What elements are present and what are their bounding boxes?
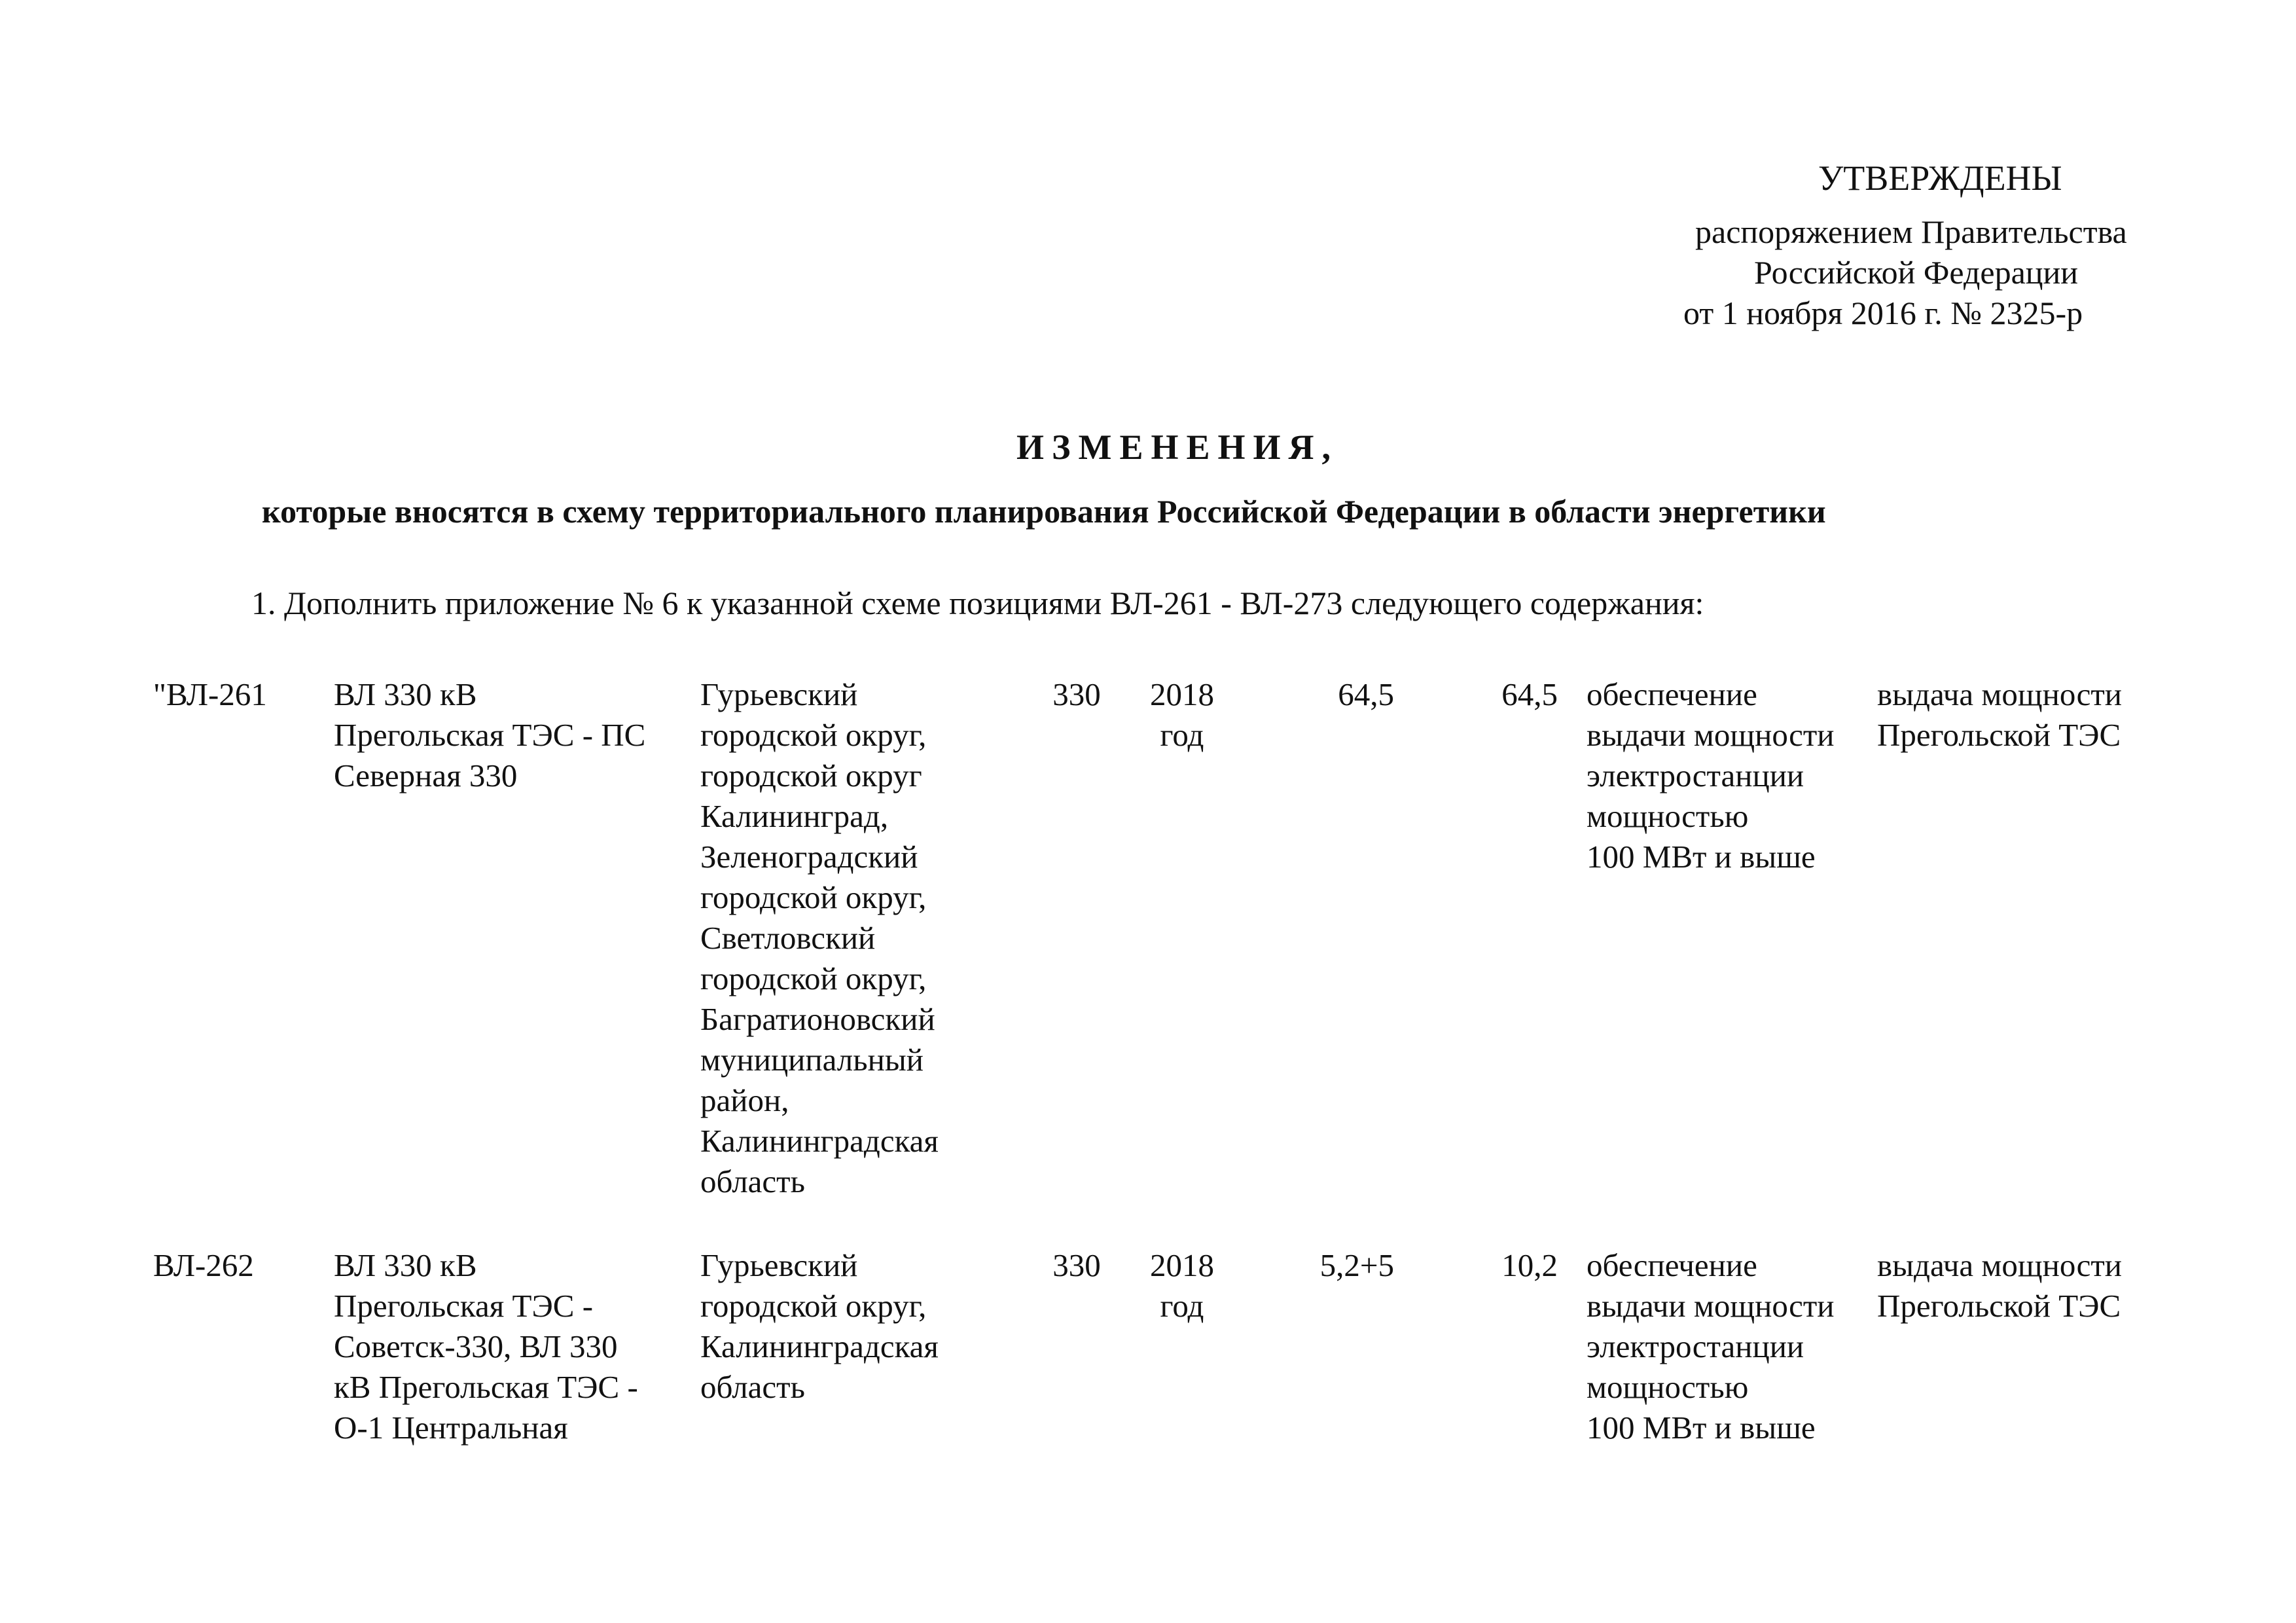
entry-total: 10,2 (1501, 1247, 1558, 1283)
entry-name: ВЛ 330 кВ Прегольская ТЭС - Советск-330, ВЛ 330 кВ Прегольская ТЭС - О-1 Центральная (334, 1247, 638, 1446)
entry-code: "ВЛ-261 (153, 676, 267, 712)
entry-location: Гурьевский городской округ, Калининградская область (700, 1247, 939, 1405)
entry-length: 5,2+5 (1319, 1247, 1394, 1283)
entry-year: 2018 год (1150, 1247, 1214, 1324)
approval-line-2: Российской Федерации (1754, 254, 2079, 291)
entry-voltage: 330 (1052, 676, 1101, 712)
entry-total: 64,5 (1501, 676, 1558, 712)
approval-line-1: распоряжением Правительства (1695, 213, 2127, 250)
entry-purpose: обеспечение выдачи мощности электростанции мощностью 100 МВт и выше (1587, 676, 1835, 875)
entry-note: выдача мощности Прегольской ТЭС (1877, 676, 2122, 753)
approval-line-3: от 1 ноября 2016 г. № 2325-р (1683, 295, 2083, 331)
intro-paragraph: 1. Дополнить приложение № 6 к указанной схеме позициями ВЛ-261 - ВЛ-273 следующего содержания: (251, 585, 1704, 621)
entry-length: 64,5 (1338, 676, 1394, 712)
entry-voltage: 330 (1052, 1247, 1101, 1283)
entry-code: ВЛ-262 (153, 1247, 254, 1283)
entry-year: 2018 год (1150, 676, 1214, 753)
approval-title: УТВЕРЖДЕНЫ (1818, 158, 2062, 198)
entry-note: выдача мощности Прегольской ТЭС (1877, 1247, 2122, 1324)
document-subtitle: которые вносятся в схему территориального планирования Российской Федерации в области энергетики (262, 493, 1826, 530)
entry-name: ВЛ 330 кВ Прегольская ТЭС - ПС Северная 330 (334, 676, 646, 793)
entry-location: Гурьевский городской округ, городской округ Калининград, Зеленоградский городской округ, Светловский городской округ, Багратионовский муниципальный район, Калининградская область (700, 676, 939, 1199)
document-title: ИЗМЕНЕНИЯ, (1016, 428, 1338, 467)
entry-purpose: обеспечение выдачи мощности электростанции мощностью 100 МВт и выше (1587, 1247, 1835, 1446)
